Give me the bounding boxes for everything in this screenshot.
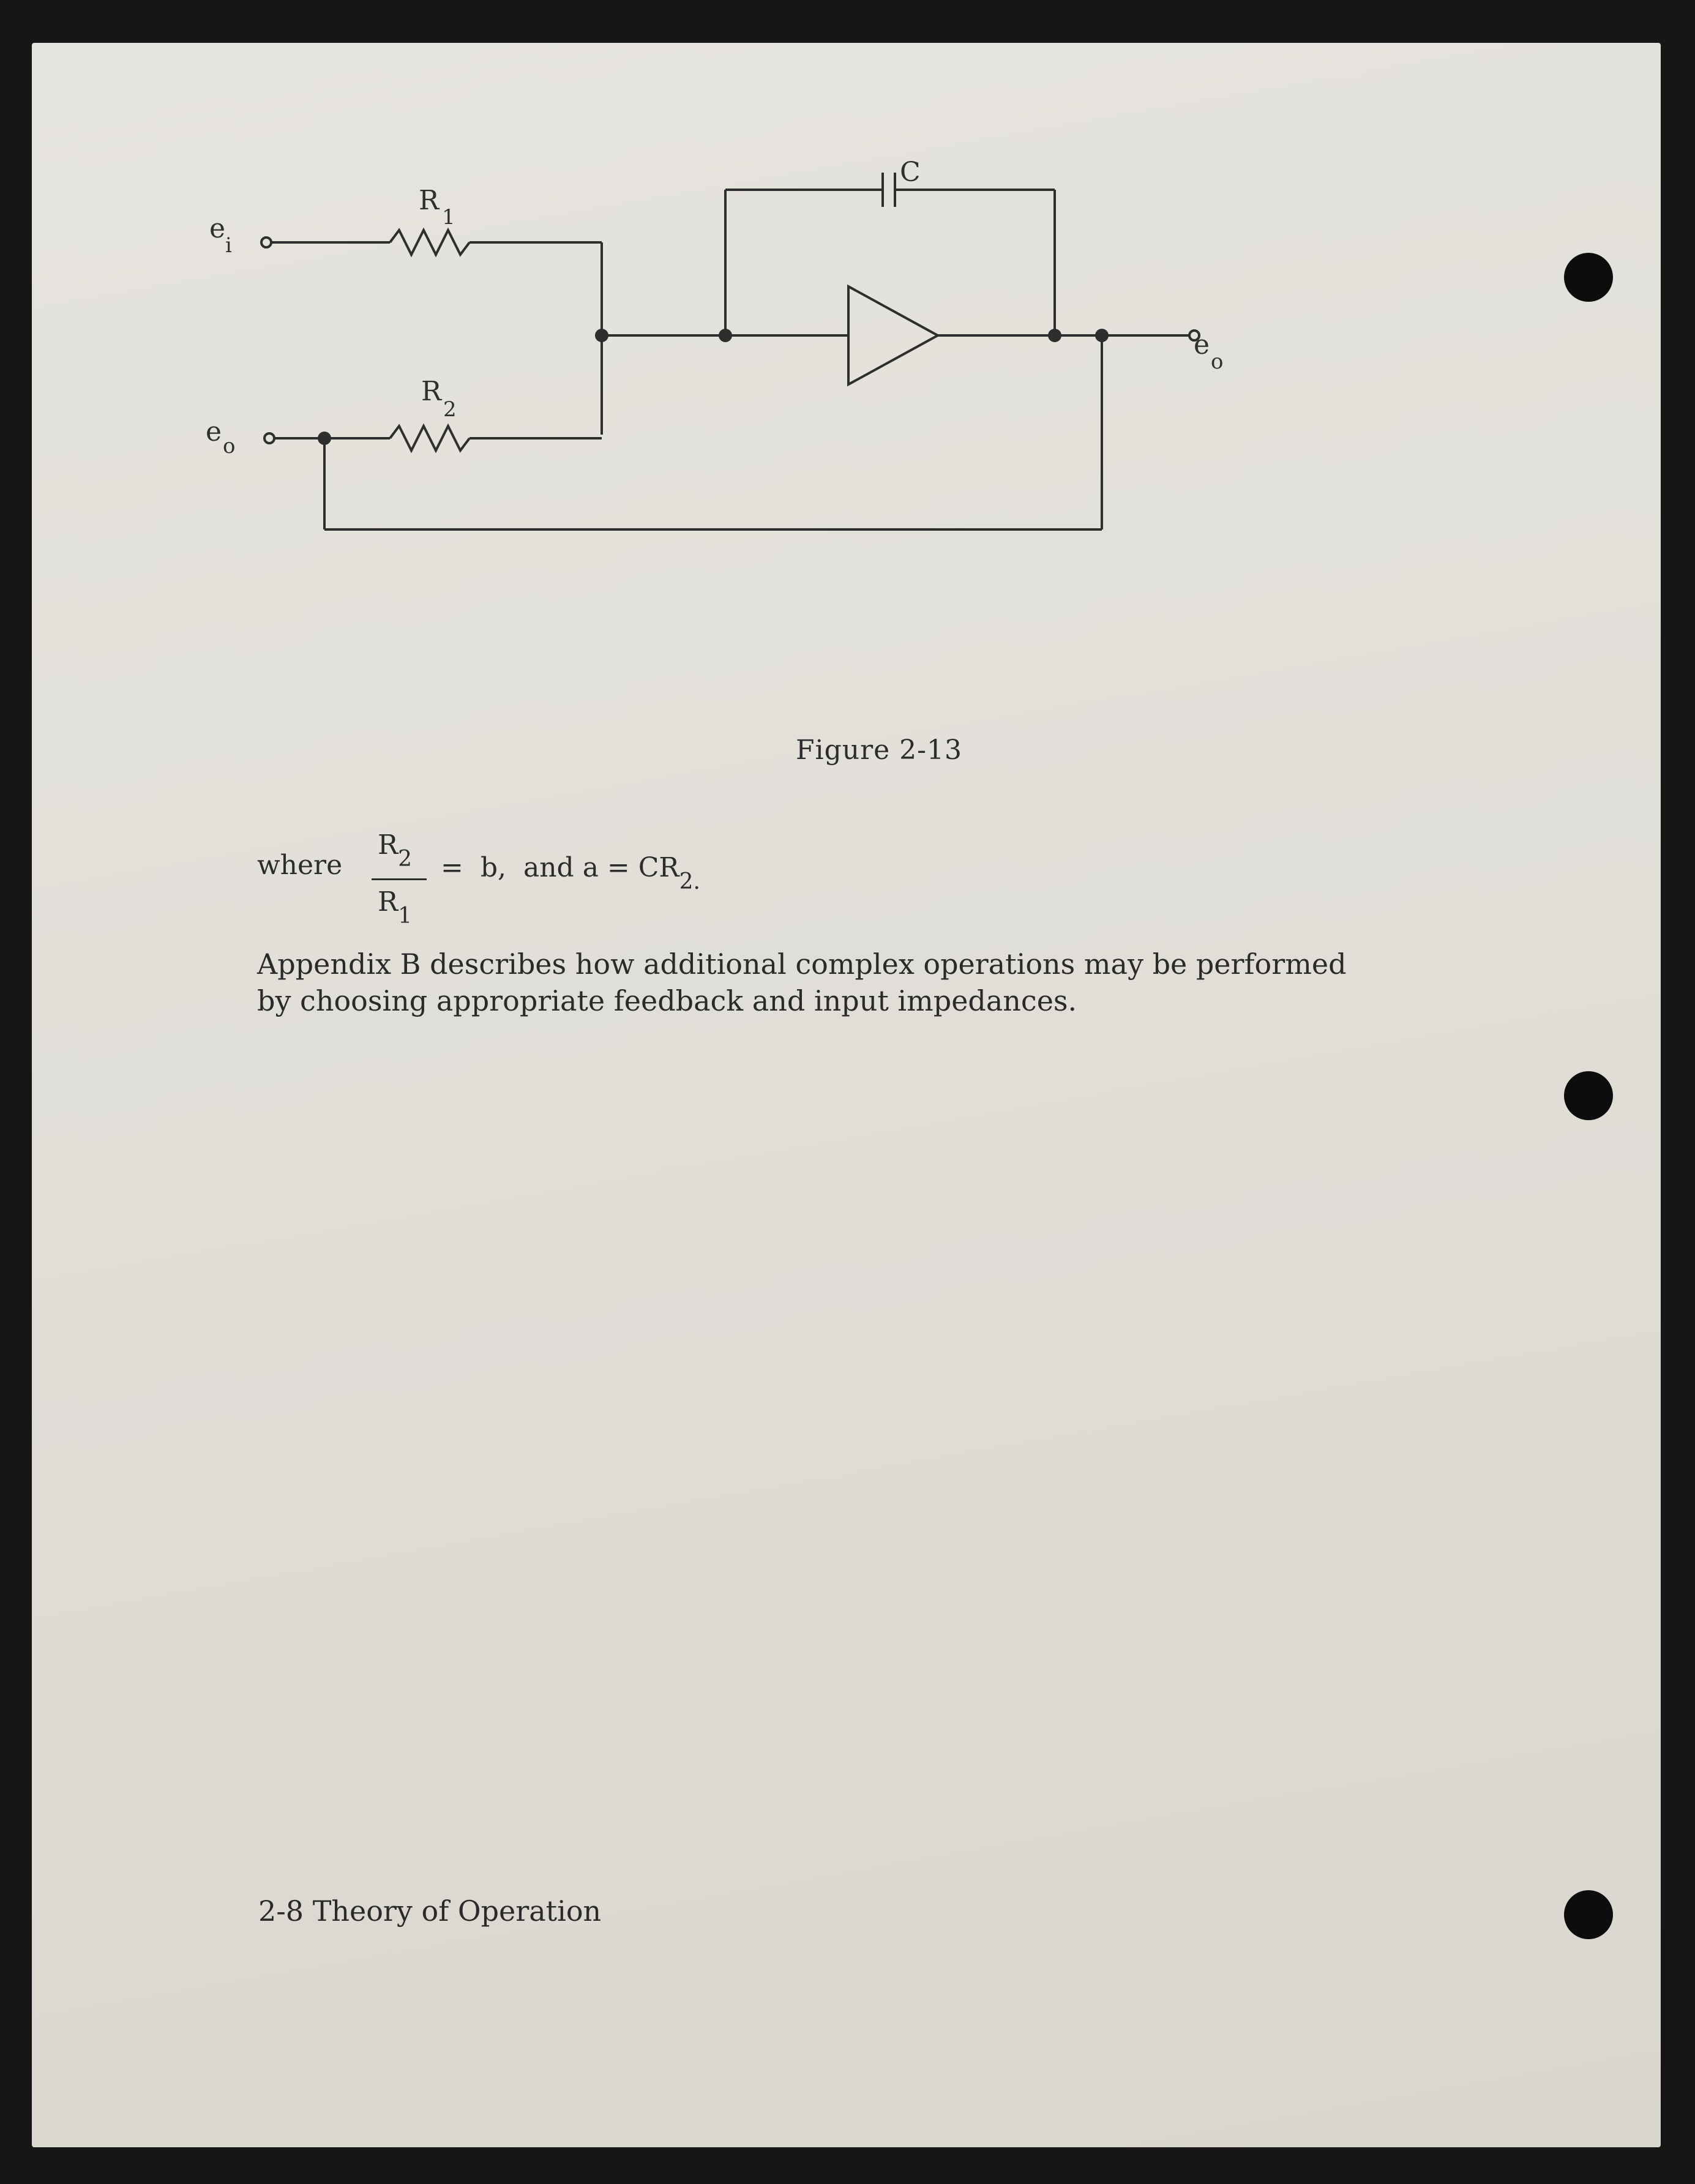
feedback-input-label-sub: o <box>223 434 236 458</box>
equation-numerator <box>378 829 413 872</box>
junction-node <box>595 329 608 342</box>
equation-where: where <box>257 850 343 881</box>
capacitor-label: C <box>900 157 921 188</box>
punch-hole <box>1564 1071 1613 1120</box>
resistor-r1 <box>390 230 470 255</box>
numerator-symbol: R <box>378 829 398 861</box>
numerator-sub: 2 <box>398 847 413 872</box>
junction-node <box>318 432 331 445</box>
denominator-sub: 1 <box>398 903 413 929</box>
feedback-input-terminal <box>264 433 274 443</box>
body-paragraph: Appendix B describes how additional complex operations may be performed by choosing appropriate feedback and input impedances. <box>257 948 1347 1017</box>
r1-label-sub: 1 <box>442 205 455 230</box>
equation-rest-sub: 2. <box>679 869 700 894</box>
figure-caption: Figure 2-13 <box>796 735 963 766</box>
circuit-schematic <box>32 43 1661 594</box>
r1-label: R <box>419 185 440 216</box>
punch-hole <box>1564 253 1613 302</box>
junction-node <box>719 329 732 342</box>
input-label-sub: i <box>225 233 232 258</box>
input-label: e <box>209 213 226 244</box>
junction-node <box>1095 329 1109 342</box>
r2-label-sub: 2 <box>443 397 457 422</box>
denominator-symbol: R <box>378 886 398 918</box>
feedback-input-label: e <box>206 416 222 447</box>
r2-label: R <box>421 376 442 407</box>
output-label-sub: o <box>1211 350 1224 374</box>
equation-rest-main: = b, and a = CR <box>441 852 679 883</box>
punch-hole <box>1564 1890 1613 1939</box>
resistor-r2 <box>390 426 470 451</box>
page-footer: 2-8 Theory of Operation <box>258 1894 602 1928</box>
junction-node <box>1048 329 1061 342</box>
equation-denominator <box>378 886 413 929</box>
equation-rest <box>441 852 700 894</box>
amplifier-triangle <box>848 286 938 384</box>
input-terminal <box>261 237 271 247</box>
fraction-bar <box>372 878 427 880</box>
document-page <box>32 43 1661 2147</box>
output-label: e <box>1194 329 1210 361</box>
